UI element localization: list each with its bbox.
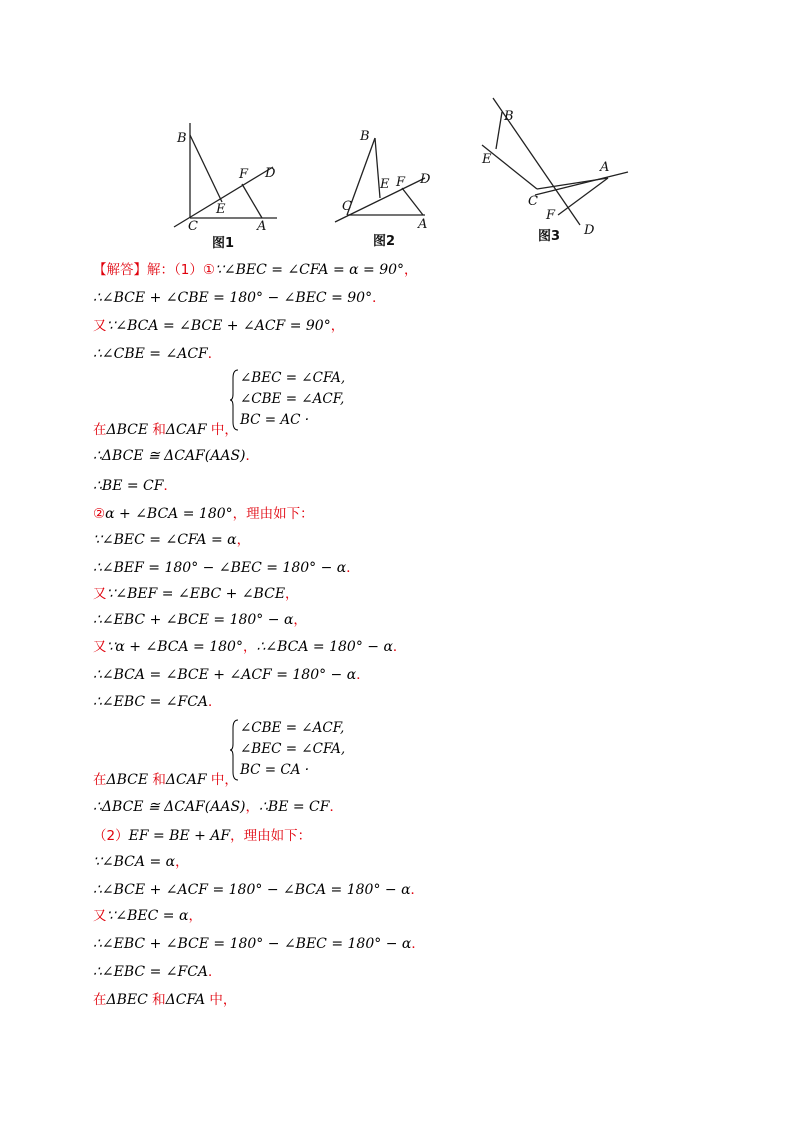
punct: ， bbox=[285, 586, 299, 602]
punct: 中， bbox=[205, 992, 237, 1008]
punct: ， bbox=[245, 799, 260, 815]
system-row: BC = CA · bbox=[240, 762, 310, 778]
solution-line-5 bbox=[93, 420, 238, 440]
math-expr: ΔBCE bbox=[106, 422, 149, 438]
solution-line-11 bbox=[93, 584, 299, 604]
solution-line-6 bbox=[93, 446, 259, 466]
solution-line-2 bbox=[93, 288, 386, 308]
math-expr: ∵∠BEC = ∠CFA = α = 90° bbox=[214, 262, 405, 278]
solution-line-4 bbox=[93, 344, 221, 364]
fig2-label-a: A bbox=[418, 217, 428, 232]
figure-1 bbox=[160, 120, 290, 254]
text-prefix: ② bbox=[93, 506, 106, 522]
fig1-label-b: B bbox=[177, 131, 187, 146]
math-expr: ΔBCE bbox=[106, 772, 149, 788]
solution-line-24 bbox=[93, 990, 236, 1010]
math-expr: EF = BE + AF bbox=[128, 828, 231, 844]
solution-line-18 bbox=[93, 826, 311, 846]
punct: ， bbox=[236, 532, 251, 548]
fig2-label-b: B bbox=[360, 129, 370, 144]
math-expr: ∴BE = CF bbox=[259, 799, 330, 815]
math-expr: ∴ΔBCE ≅ ΔCAF(AAS) bbox=[93, 448, 246, 464]
math-expr: ∴∠BCA = 180° − α bbox=[256, 639, 393, 655]
solution-line-1 bbox=[93, 260, 418, 280]
math-expr: ∵∠BEC = α bbox=[106, 908, 189, 924]
text-prefix: 又 bbox=[93, 318, 107, 334]
math-expr: ∴∠BCE + ∠CBE = 180° − ∠BEC = 90° bbox=[93, 290, 373, 306]
system-row: ∠CBE = ∠ACF, bbox=[240, 391, 345, 407]
solution-line-20 bbox=[93, 880, 424, 900]
part-2-heading: （2） bbox=[93, 828, 129, 844]
solution-line-21 bbox=[93, 906, 202, 926]
punct: ． bbox=[346, 560, 360, 576]
figure-3-diagram bbox=[480, 95, 640, 245]
solution-line-8 bbox=[93, 504, 314, 524]
fig3-label-d: D bbox=[584, 223, 595, 238]
system-row: BC = AC · bbox=[240, 412, 310, 428]
solution-line-9 bbox=[93, 530, 250, 550]
solution-line-19 bbox=[93, 852, 189, 872]
text-mid: 和 bbox=[148, 772, 166, 788]
punct: ． bbox=[329, 799, 343, 815]
punct: ． bbox=[411, 936, 425, 952]
math-expr: ∴∠CBE = ∠ACF bbox=[93, 346, 208, 362]
figure-2 bbox=[330, 120, 450, 254]
math-expr: ∴∠EBC = ∠FCA bbox=[93, 694, 209, 710]
fig3-label-c: C bbox=[528, 194, 538, 209]
fig2-label-f: F bbox=[396, 175, 406, 190]
solution-heading: 【解答】解：（1）① bbox=[93, 262, 215, 278]
math-expr: ∵∠BEC = ∠CFA = α bbox=[93, 532, 237, 548]
fig3-label-b: B bbox=[504, 109, 514, 124]
punct: ， bbox=[330, 318, 345, 334]
fig1-label-f: F bbox=[239, 167, 249, 182]
fig3-label-a: A bbox=[600, 160, 610, 175]
punct: ． bbox=[163, 478, 177, 494]
fig3-label-e: E bbox=[482, 152, 492, 167]
solution-line-13 bbox=[93, 637, 406, 657]
punct: ， bbox=[175, 854, 189, 870]
math-expr: ∵∠BEF = ∠EBC + ∠BCE bbox=[106, 586, 286, 602]
math-expr: α + ∠BCA = 180° bbox=[105, 506, 233, 522]
punct: ． bbox=[245, 448, 260, 464]
solution-line-7 bbox=[93, 476, 177, 496]
math-expr: ∴∠BCA = ∠BCE + ∠ACF = 180° − α bbox=[93, 667, 357, 683]
math-expr: ∵α + ∠BCA = 180° bbox=[106, 639, 243, 655]
figure-1-diagram bbox=[160, 120, 290, 250]
math-expr: ∵∠BCA = α bbox=[93, 854, 176, 870]
solution-line-12 bbox=[93, 610, 307, 630]
math-expr: ∵∠BCA = ∠BCE + ∠ACF = 90° bbox=[106, 318, 331, 334]
solution-line-22 bbox=[93, 934, 425, 954]
fig1-label-a: A bbox=[257, 219, 267, 234]
math-expr: ΔCAF bbox=[165, 422, 207, 438]
fig2-label-e: E bbox=[380, 177, 390, 192]
fig1-caption: 图1 bbox=[212, 236, 235, 251]
solution-line-15 bbox=[93, 692, 222, 712]
punct: ，理由如下： bbox=[232, 506, 314, 522]
punct: ． bbox=[410, 882, 425, 898]
text-prefix: 在 bbox=[93, 992, 107, 1008]
math-expr: ∴ΔBCE ≅ ΔCAF(AAS) bbox=[93, 799, 246, 815]
punct: ． bbox=[208, 964, 222, 980]
math-expr: ∴∠EBC = ∠FCA bbox=[93, 964, 209, 980]
system-row: ∠CBE = ∠ACF, bbox=[240, 720, 345, 736]
solution-line-3 bbox=[93, 316, 344, 336]
punct: ． bbox=[208, 694, 222, 710]
punct: ． bbox=[356, 667, 370, 683]
punct: ， bbox=[404, 262, 418, 278]
solution-line-14 bbox=[93, 665, 370, 685]
text-mid: 和 bbox=[148, 422, 166, 438]
fig2-label-c: C bbox=[342, 199, 352, 214]
punct: ， bbox=[188, 908, 202, 924]
figure-2-diagram bbox=[330, 120, 450, 250]
math-expr: ΔBEC bbox=[106, 992, 148, 1008]
text-prefix: 又 bbox=[93, 908, 107, 924]
punct: ， bbox=[293, 612, 307, 628]
math-expr: ∴BE = CF bbox=[93, 478, 164, 494]
punct: ． bbox=[372, 290, 386, 306]
fig3-caption: 图3 bbox=[538, 229, 561, 244]
system-row: ∠BEC = ∠CFA, bbox=[240, 370, 346, 386]
punct: ． bbox=[207, 346, 222, 362]
punct: 中， bbox=[206, 772, 238, 788]
fig1-label-e: E bbox=[216, 202, 226, 217]
text-prefix: 又 bbox=[93, 639, 107, 655]
solution-line-17 bbox=[93, 797, 343, 817]
text-prefix: 在 bbox=[93, 772, 107, 788]
punct: ，理由如下： bbox=[230, 828, 312, 844]
figure-3 bbox=[480, 95, 640, 249]
solution-line-23 bbox=[93, 962, 222, 982]
system-row: ∠BEC = ∠CFA, bbox=[240, 741, 346, 757]
punct: ， bbox=[242, 639, 257, 655]
fig2-label-d: D bbox=[420, 172, 431, 187]
text-prefix: 在 bbox=[93, 422, 107, 438]
math-expr: ∴∠BEF = 180° − ∠BEC = 180° − α bbox=[93, 560, 347, 576]
math-expr: ΔCAF bbox=[165, 772, 207, 788]
fig3-label-f: F bbox=[546, 208, 556, 223]
punct: ． bbox=[392, 639, 407, 655]
fig1-label-c: C bbox=[188, 219, 198, 234]
math-expr: ∴∠EBC + ∠BCE = 180° − α bbox=[93, 612, 294, 628]
solution-line-10 bbox=[93, 558, 360, 578]
punct: 中， bbox=[206, 422, 238, 438]
fig1-label-d: D bbox=[265, 166, 276, 181]
solution-line-16 bbox=[93, 770, 238, 790]
text-prefix: 又 bbox=[93, 586, 107, 602]
math-expr: ΔCFA bbox=[165, 992, 206, 1008]
math-expr: ∴∠BCE + ∠ACF = 180° − ∠BCA = 180° − α bbox=[93, 882, 411, 898]
fig2-caption: 图2 bbox=[373, 234, 396, 249]
math-expr: ∴∠EBC + ∠BCE = 180° − ∠BEC = 180° − α bbox=[93, 936, 412, 952]
text-mid: 和 bbox=[147, 992, 166, 1008]
